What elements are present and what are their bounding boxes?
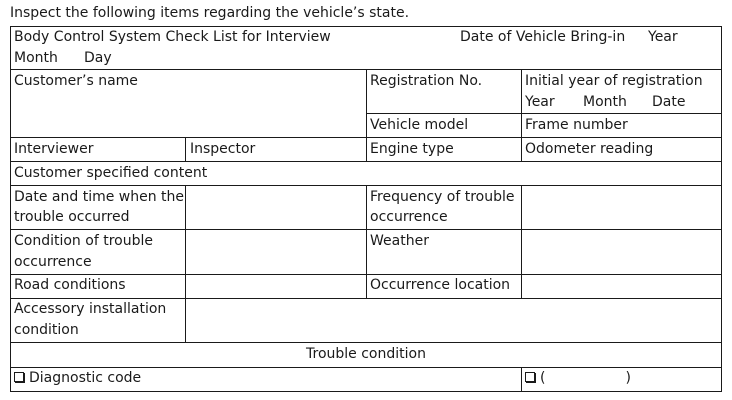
rule-bottom	[10, 391, 722, 392]
interviewer-label: Interviewer	[14, 141, 94, 157]
condition-trouble-line1: Condition of trouble	[14, 233, 153, 249]
initial-registration-date: Date	[652, 94, 686, 110]
rule-vehicle-model-top	[366, 113, 722, 114]
rule-col-mid-lower	[366, 185, 367, 299]
bring-in-day-label: Day	[84, 50, 112, 66]
bring-in-date-label: Date of Vehicle Bring-in	[460, 29, 626, 45]
frame-number-label: Frame number	[525, 117, 628, 133]
odometer-reading-label: Odometer reading	[525, 141, 654, 157]
trouble-condition-heading: Trouble condition	[306, 346, 426, 362]
accessory-installation-line1: Accessory installation	[14, 301, 167, 317]
initial-registration-label: Initial year of registration	[525, 73, 703, 89]
registration-no-label: Registration No.	[370, 73, 483, 89]
rule-left	[10, 26, 11, 392]
checkbox-icon[interactable]	[525, 372, 535, 382]
customer-specified-content-label: Customer specified content	[14, 165, 208, 181]
check-list-form	[10, 26, 722, 392]
frequency-trouble-line1: Frequency of trouble	[370, 189, 515, 205]
initial-registration-month: Month	[583, 94, 627, 110]
rule-trouble-condition-top	[10, 342, 722, 343]
instruction-text: Inspect the following items regarding the vehicle’s state.	[10, 5, 410, 21]
date-time-trouble-line2: trouble occurred	[14, 209, 130, 225]
occurrence-location-label: Occurrence location	[370, 277, 511, 293]
other-option-open-paren: (	[540, 370, 546, 386]
frequency-trouble-line2: occurrence	[370, 209, 448, 225]
engine-type-label: Engine type	[370, 141, 454, 157]
vehicle-model-label: Vehicle model	[370, 117, 469, 133]
rule-col-inspector	[185, 137, 186, 162]
bring-in-year-label: Year	[648, 29, 678, 45]
rule-col-right-upper	[521, 69, 522, 162]
initial-registration-year: Year	[525, 94, 555, 110]
other-option[interactable]	[525, 368, 631, 389]
date-time-trouble-line1: Date and time when the	[14, 189, 185, 205]
rule-col-right-lower	[521, 185, 522, 299]
diagnostic-code-label: Diagnostic code	[29, 370, 142, 386]
accessory-installation-line2: condition	[14, 322, 79, 338]
weather-label: Weather	[370, 233, 429, 249]
other-option-close-paren: )	[625, 370, 631, 386]
rule-col-a-lower	[185, 185, 186, 343]
diagnostic-code-option[interactable]	[14, 368, 141, 389]
form-title: Body Control System Check List for Interview	[14, 29, 331, 45]
customer-name-label: Customer’s name	[14, 73, 138, 89]
condition-trouble-line2: occurrence	[14, 254, 92, 270]
rule-col-right-bottom	[521, 367, 522, 392]
checkbox-icon[interactable]	[14, 372, 24, 382]
bring-in-month-label: Month	[14, 50, 58, 66]
rule-right	[721, 26, 722, 392]
road-conditions-label: Road conditions	[14, 277, 126, 293]
inspector-label: Inspector	[190, 141, 256, 157]
rule-col-mid-upper	[366, 69, 367, 162]
